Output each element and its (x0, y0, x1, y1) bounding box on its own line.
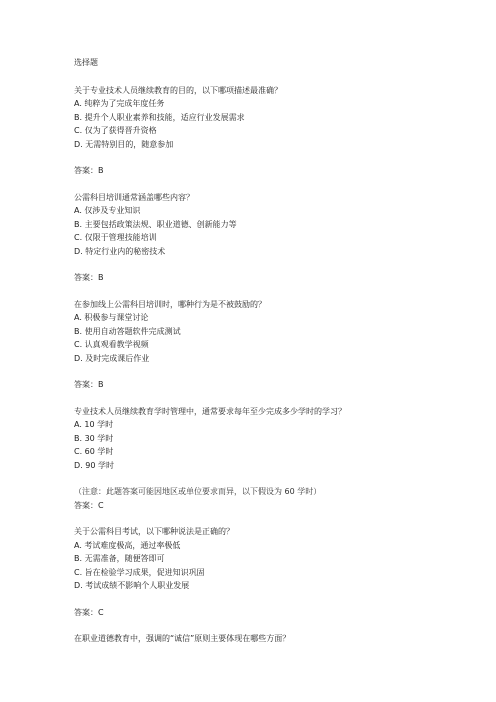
section-title: 选择题 (74, 58, 98, 67)
answer-text: 答案：B (74, 380, 104, 389)
question-block (74, 632, 474, 646)
option-c: C. 旨在检验学习成果，促进知识巩固 (74, 567, 205, 577)
document-page (74, 56, 474, 659)
question-text: 关于公需科目考试，以下哪种说法是正确的？ (74, 527, 234, 536)
option-b: B. 提升个人职业素养和技能，适应行业发展需求 (74, 112, 245, 122)
option-b: B. 使用自动答题软件完成测试 (74, 326, 181, 336)
option-c: C. 60 学时 (74, 447, 114, 456)
option-c: C. 仅限于管理技能培训 (74, 233, 157, 242)
option-d: D. 90 学时 (74, 460, 114, 470)
option-c: C. 仅为了获得晋升资格 (74, 126, 157, 135)
option-a: A. 纯粹为了完成年度任务 (74, 99, 165, 108)
question-block (74, 191, 474, 259)
option-d: D. 特定行业内的秘密技术 (74, 246, 166, 256)
answer-text: 答案：C (74, 500, 104, 510)
question-block (74, 298, 474, 366)
option-a: A. 考试难度极高，通过率极低 (74, 540, 181, 550)
option-a: A. 积极参与课堂讨论 (74, 313, 149, 322)
option-b: B. 主要包括政策法规、职业道德、创新能力等 (74, 219, 237, 229)
option-c: C. 认真观看教学视频 (74, 340, 149, 349)
question-block (74, 84, 474, 152)
option-a: A. 仅涉及专业知识 (74, 206, 141, 215)
question-text: 关于专业技术人员继续教育的目的，以下哪项描述最准确？ (74, 85, 282, 95)
option-b: B. 无需准备，随便答即可 (74, 554, 165, 563)
question-text: 公需科目培训通常涵盖哪些内容？ (74, 192, 194, 202)
question-block (74, 405, 474, 473)
note-text: （注意：此题答案可能因地区或单位要求而异，以下假设为 60 学时） (74, 487, 322, 496)
question-text: 在职业道德教育中，强调的“诚信”原则主要体现在哪些方面？ (74, 634, 291, 643)
answer-text: 答案：C (74, 607, 104, 617)
option-d: D. 无需特别目的，随意参加 (74, 139, 174, 149)
answer-text: 答案：B (74, 273, 104, 282)
question-text: 在参加线上公需科目培训时，哪种行为是不被鼓励的？ (74, 299, 266, 309)
answer-text: 答案：B (74, 166, 104, 175)
question-text: 专业技术人员继续教育学时管理中，通常要求每年至少完成多少学时的学习？ (74, 406, 346, 416)
option-d: D. 考试成绩不影响个人职业发展 (74, 581, 190, 590)
question-block (74, 525, 474, 593)
option-b: B. 30 学时 (74, 433, 114, 443)
option-a: A. 10 学时 (74, 420, 114, 429)
option-d: D. 及时完成课后作业 (74, 353, 150, 363)
